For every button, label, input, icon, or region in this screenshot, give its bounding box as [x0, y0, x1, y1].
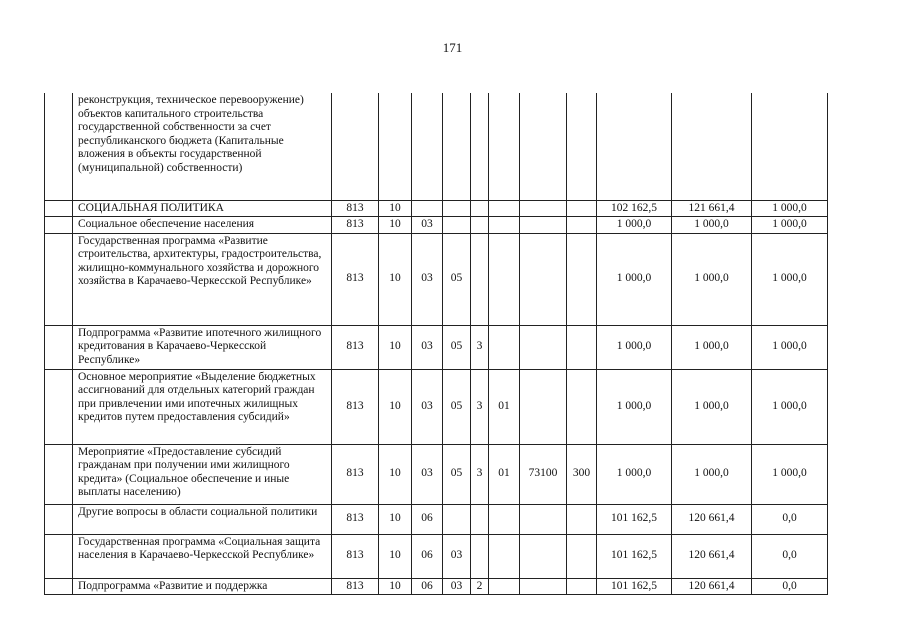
subsection-code-cell: [412, 200, 443, 217]
subsection-code-cell: 06: [412, 504, 443, 534]
amount-year1-cell: 102 162,5: [597, 200, 672, 217]
amount-year2-cell: 121 661,4: [672, 200, 752, 217]
row-index-cell: [45, 369, 73, 444]
ministry-code-cell: 813: [332, 534, 379, 578]
direction-code-cell: [520, 578, 567, 595]
amount-year2-cell: 1 000,0: [672, 369, 752, 444]
section-code-cell: 10: [379, 534, 412, 578]
table-row: [45, 233, 828, 325]
row-name-cell: СОЦИАЛЬНАЯ ПОЛИТИКА: [73, 200, 332, 217]
ministry-code-cell: 813: [332, 233, 379, 325]
table-row: [45, 444, 828, 504]
amount-year1-cell: 1 000,0: [597, 233, 672, 325]
ministry-code-cell: 813: [332, 369, 379, 444]
row-index-cell: [45, 217, 73, 234]
row-name-cell: Подпрограмма «Развитие ипотечного жилищного кредитования в Карачаево-Черкесской Республике»: [73, 325, 332, 369]
ministry-code-cell: 813: [332, 200, 379, 217]
section-code-cell: 10: [379, 325, 412, 369]
program-code-cell: 05: [443, 369, 471, 444]
event-code-cell: [489, 217, 520, 234]
event-code-cell: [489, 200, 520, 217]
subprogram-code-cell: [471, 217, 489, 234]
row-index-cell: [45, 93, 73, 200]
expense-type-cell: [567, 578, 597, 595]
row-index-cell: [45, 578, 73, 595]
row-name-cell: реконструкция, техническое перевооружение) объектов капитального строительства государственной собственности за счет республиканского бюджета (Капитальные вложения в объекты государственной (муниципальной) собственности): [73, 93, 332, 200]
row-name-cell: Мероприятие «Предоставление субсидий гражданам при получении ими жилищного кредита» (Социальное обеспечение и иные выплаты населению): [73, 444, 332, 504]
amount-year2-cell: 1 000,0: [672, 233, 752, 325]
event-code-cell: [489, 578, 520, 595]
expense-type-cell: [567, 504, 597, 534]
subprogram-code-cell: [471, 93, 489, 200]
amount-year1-cell: 1 000,0: [597, 217, 672, 234]
amount-year1-cell: 101 162,5: [597, 504, 672, 534]
row-name-cell: Государственная программа «Развитие строительства, архитектуры, градостроительства, жилищно-коммунального хозяйства и дорожного хозяйства в Карачаево-Черкесской Республике»: [73, 233, 332, 325]
amount-year3-cell: 1 000,0: [752, 200, 828, 217]
row-index-cell: [45, 325, 73, 369]
event-code-cell: [489, 504, 520, 534]
direction-code-cell: [520, 369, 567, 444]
expense-type-cell: [567, 369, 597, 444]
subprogram-code-cell: 3: [471, 325, 489, 369]
ministry-code-cell: 813: [332, 504, 379, 534]
table-row: [45, 325, 828, 369]
direction-code-cell: 73100: [520, 444, 567, 504]
expense-type-cell: [567, 217, 597, 234]
row-name-cell: Основное мероприятие «Выделение бюджетных ассигнований для отдельных категорий граждан при привлечении ими ипотечных жилищных кредитов путем предоставления субсидий»: [73, 369, 332, 444]
subsection-code-cell: 06: [412, 578, 443, 595]
expense-type-cell: [567, 233, 597, 325]
direction-code-cell: [520, 200, 567, 217]
amount-year1-cell: 1 000,0: [597, 444, 672, 504]
amount-year3-cell: 0,0: [752, 504, 828, 534]
row-index-cell: [45, 534, 73, 578]
ministry-code-cell: 813: [332, 325, 379, 369]
row-name-cell: Другие вопросы в области социальной политики: [73, 504, 332, 534]
ministry-code-cell: 813: [332, 217, 379, 234]
row-index-cell: [45, 233, 73, 325]
amount-year3-cell: 1 000,0: [752, 369, 828, 444]
amount-year3-cell: 1 000,0: [752, 325, 828, 369]
subprogram-code-cell: 3: [471, 369, 489, 444]
amount-year3-cell: 0,0: [752, 578, 828, 595]
section-code-cell: 10: [379, 233, 412, 325]
section-code-cell: 10: [379, 504, 412, 534]
amount-year2-cell: 120 661,4: [672, 504, 752, 534]
direction-code-cell: [520, 325, 567, 369]
amount-year1-cell: [597, 93, 672, 200]
row-index-cell: [45, 200, 73, 217]
section-code-cell: 10: [379, 200, 412, 217]
program-code-cell: 05: [443, 233, 471, 325]
amount-year2-cell: 1 000,0: [672, 325, 752, 369]
ministry-code-cell: [332, 93, 379, 200]
amount-year2-cell: 120 661,4: [672, 534, 752, 578]
program-code-cell: 05: [443, 444, 471, 504]
event-code-cell: 01: [489, 444, 520, 504]
expense-type-cell: 300: [567, 444, 597, 504]
section-code-cell: 10: [379, 369, 412, 444]
page-number: 171: [442, 40, 463, 55]
direction-code-cell: [520, 217, 567, 234]
amount-year1-cell: 1 000,0: [597, 369, 672, 444]
subprogram-code-cell: [471, 233, 489, 325]
amount-year2-cell: 1 000,0: [672, 444, 752, 504]
event-code-cell: [489, 93, 520, 200]
subsection-code-cell: 03: [412, 369, 443, 444]
expense-type-cell: [567, 534, 597, 578]
table-row: [45, 504, 828, 534]
row-index-cell: [45, 444, 73, 504]
amount-year3-cell: 1 000,0: [752, 217, 828, 234]
table-row: [45, 578, 828, 595]
event-code-cell: 01: [489, 369, 520, 444]
subprogram-code-cell: [471, 534, 489, 578]
subprogram-code-cell: 3: [471, 444, 489, 504]
expense-type-cell: [567, 93, 597, 200]
event-code-cell: [489, 325, 520, 369]
subsection-code-cell: 03: [412, 444, 443, 504]
row-name-cell: Подпрограмма «Развитие и поддержка: [73, 578, 332, 595]
direction-code-cell: [520, 534, 567, 578]
table-body: [45, 93, 828, 595]
subprogram-code-cell: 2: [471, 578, 489, 595]
amount-year3-cell: 1 000,0: [752, 444, 828, 504]
table-row: [45, 217, 828, 234]
event-code-cell: [489, 534, 520, 578]
program-code-cell: [443, 93, 471, 200]
expense-type-cell: [567, 325, 597, 369]
row-index-cell: [45, 504, 73, 534]
section-code-cell: 10: [379, 578, 412, 595]
table-row: [45, 534, 828, 578]
section-code-cell: 10: [379, 444, 412, 504]
section-code-cell: 10: [379, 217, 412, 234]
subprogram-code-cell: [471, 200, 489, 217]
program-code-cell: 05: [443, 325, 471, 369]
subsection-code-cell: 03: [412, 233, 443, 325]
row-name-cell: Государственная программа «Социальная защита населения в Карачаево-Черкесской Республике»: [73, 534, 332, 578]
program-code-cell: 03: [443, 578, 471, 595]
amount-year1-cell: 101 162,5: [597, 578, 672, 595]
direction-code-cell: [520, 504, 567, 534]
amount-year2-cell: [672, 93, 752, 200]
subsection-code-cell: 03: [412, 217, 443, 234]
amount-year2-cell: 120 661,4: [672, 578, 752, 595]
ministry-code-cell: 813: [332, 578, 379, 595]
budget-table: [44, 93, 828, 595]
direction-code-cell: [520, 233, 567, 325]
table-row: [45, 93, 828, 200]
direction-code-cell: [520, 93, 567, 200]
subsection-code-cell: 06: [412, 534, 443, 578]
subprogram-code-cell: [471, 504, 489, 534]
program-code-cell: [443, 504, 471, 534]
row-name-cell: Социальное обеспечение населения: [73, 217, 332, 234]
ministry-code-cell: 813: [332, 444, 379, 504]
program-code-cell: 03: [443, 534, 471, 578]
amount-year3-cell: [752, 93, 828, 200]
expense-type-cell: [567, 200, 597, 217]
subsection-code-cell: [412, 93, 443, 200]
amount-year3-cell: 1 000,0: [752, 233, 828, 325]
amount-year1-cell: 101 162,5: [597, 534, 672, 578]
program-code-cell: [443, 200, 471, 217]
subsection-code-cell: 03: [412, 325, 443, 369]
section-code-cell: [379, 93, 412, 200]
table-row: [45, 200, 828, 217]
program-code-cell: [443, 217, 471, 234]
amount-year2-cell: 1 000,0: [672, 217, 752, 234]
event-code-cell: [489, 233, 520, 325]
table-row: [45, 369, 828, 444]
amount-year1-cell: 1 000,0: [597, 325, 672, 369]
amount-year3-cell: 0,0: [752, 534, 828, 578]
